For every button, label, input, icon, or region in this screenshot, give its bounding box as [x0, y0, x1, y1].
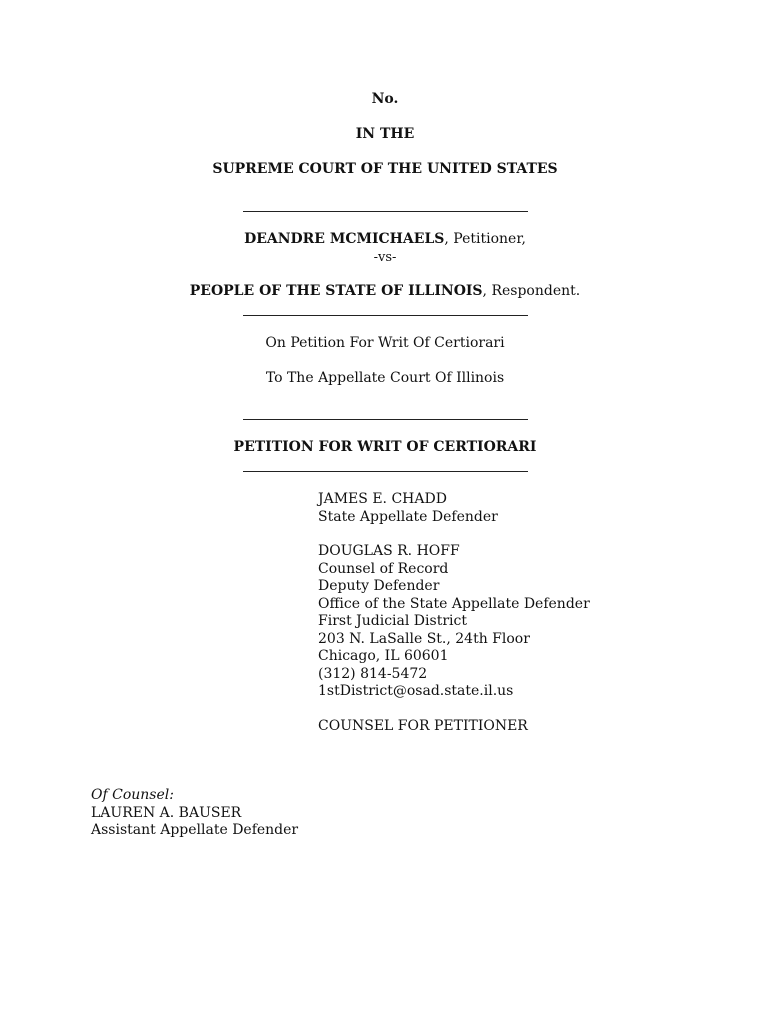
counsel-line: Chicago, IL 60601	[318, 648, 449, 664]
versus-label: -vs-	[373, 250, 397, 265]
divider-above-title	[243, 419, 528, 420]
of-counsel-heading: Of Counsel:	[91, 787, 174, 803]
respondent-role: , Respondent.	[482, 283, 581, 299]
respondent-name: PEOPLE OF THE STATE OF ILLINOIS	[189, 283, 483, 299]
counsel-line: (312) 814-5472	[318, 665, 428, 682]
of-counsel-block	[91, 787, 298, 840]
counsel-line: Office of the State Appellate Defender	[318, 595, 590, 612]
counsel-for-petitioner: COUNSEL FOR PETITIONER	[318, 718, 528, 734]
document-title: PETITION FOR WRIT OF CERTIORARI	[233, 439, 537, 455]
docket-number: No.	[371, 91, 399, 107]
divider-below-title	[243, 471, 528, 472]
court-name: SUPREME COURT OF THE UNITED STATES	[212, 161, 558, 177]
petitioner-line	[0, 231, 770, 247]
divider-caption	[243, 315, 528, 316]
defender-name: JAMES E. CHADD	[318, 491, 447, 507]
counsel-line: Counsel of Record	[318, 560, 449, 577]
to-court-line: To The Appellate Court Of Illinois	[265, 370, 505, 386]
divider-top	[243, 211, 528, 212]
in-the-heading: IN THE	[355, 126, 415, 142]
counsel-email: 1stDistrict@osad.state.il.us	[318, 683, 514, 699]
counsel-line: 203 N. LaSalle St., 24th Floor	[318, 630, 530, 647]
petitioner-role: , Petitioner,	[444, 231, 526, 247]
respondent-line	[0, 283, 770, 299]
defender-block	[318, 491, 498, 526]
counsel-line: Deputy Defender	[318, 578, 440, 594]
defender-title: State Appellate Defender	[318, 508, 498, 525]
of-counsel-name: LAUREN A. BAUSER	[91, 804, 242, 821]
on-petition-line: On Petition For Writ Of Certiorari	[265, 335, 505, 351]
petitioner-name: DEANDRE MCMICHAELS	[244, 231, 445, 247]
counsel-line: First Judicial District	[318, 613, 467, 629]
counsel-of-record-block	[318, 543, 590, 701]
of-counsel-title: Assistant Appellate Defender	[91, 822, 299, 838]
counsel-line: DOUGLAS R. HOFF	[318, 543, 460, 559]
